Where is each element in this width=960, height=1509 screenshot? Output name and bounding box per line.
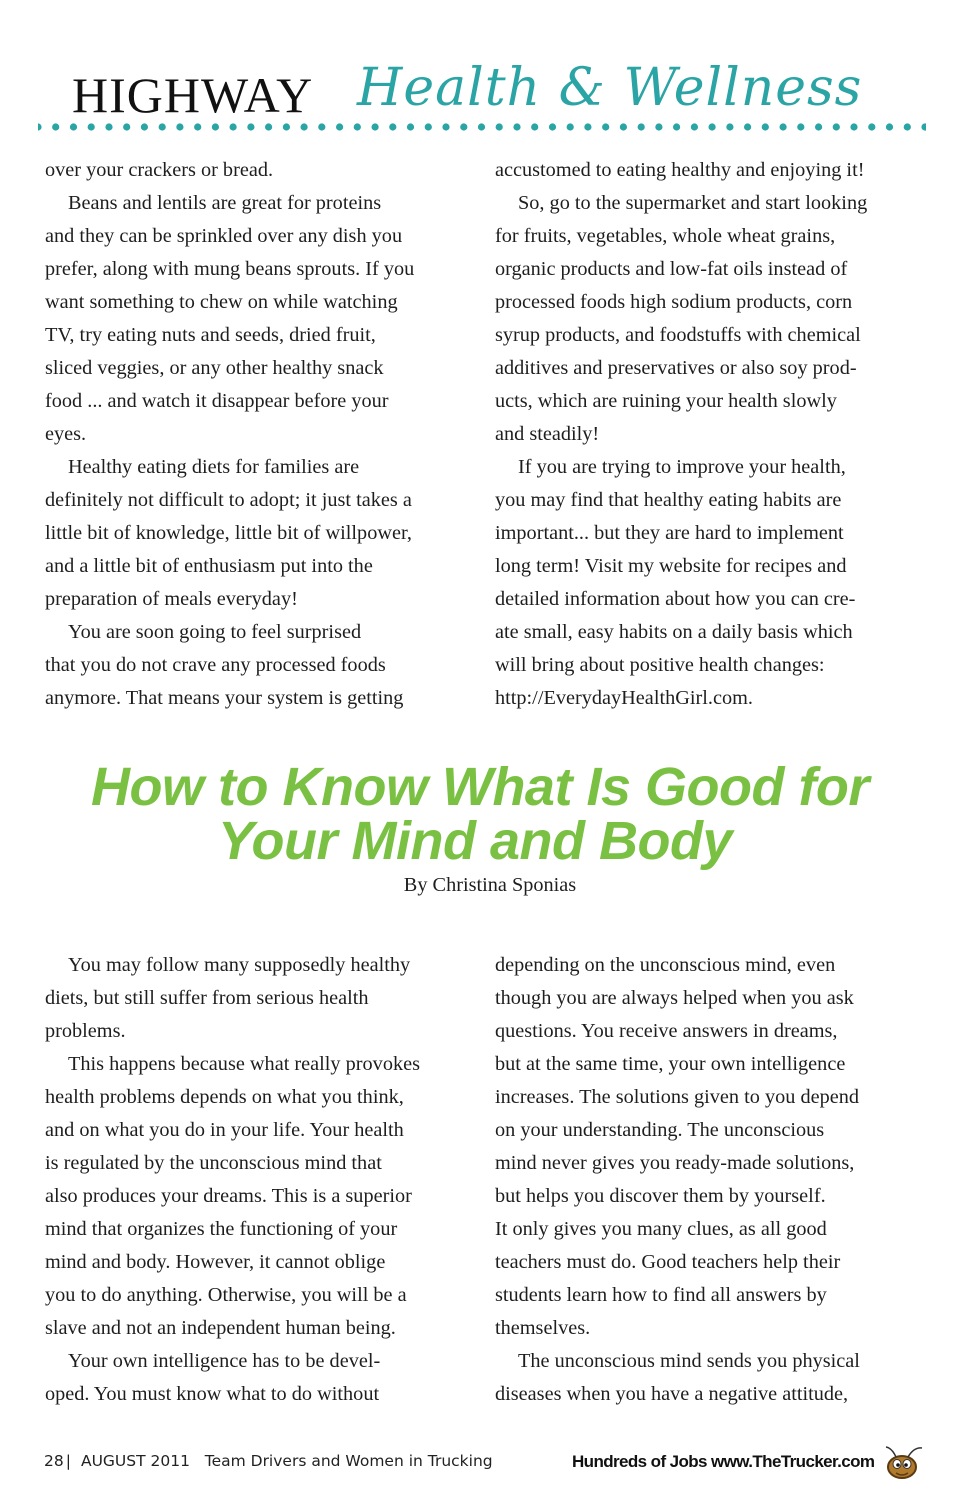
rule-dot — [478, 123, 485, 130]
rule-dot — [780, 123, 787, 130]
rule-dot — [833, 123, 840, 130]
footer-promo: Hundreds of Jobs www.TheTrucker.com — [572, 1452, 875, 1471]
rule-dot — [176, 123, 183, 130]
text-line: but helps you discover them by yourself. — [495, 1185, 826, 1207]
rule-dot — [638, 123, 645, 130]
text-line: want something to chew on while watching — [45, 291, 398, 313]
text-line: for fruits, vegetables, whole wheat grains, — [495, 225, 836, 247]
rule-dot — [265, 123, 272, 130]
rule-dot — [460, 123, 467, 130]
rule-dot — [655, 123, 662, 130]
rule-dot — [762, 123, 769, 130]
text-line: oped. You must know what to do without — [45, 1383, 380, 1405]
text-line: mind never gives you ready-made solutions, — [495, 1152, 855, 1174]
text-line: definitely not difficult to adopt; it just takes a — [45, 489, 412, 511]
bug-mascot-icon — [880, 1442, 926, 1482]
text-line: food ... and watch it disappear before your — [45, 390, 389, 412]
publication-name: Team Drivers and Women in Trucking — [204, 1452, 493, 1470]
rule-dot — [797, 123, 804, 130]
text-line: Your own intelligence has to be devel- — [68, 1350, 381, 1372]
masthead-section: Health & Wellness — [357, 58, 863, 118]
issue-date: AUGUST 2011 — [80, 1452, 190, 1470]
text-line: depending on the unconscious mind, even — [495, 954, 836, 976]
text-line: If you are trying to improve your health, — [518, 456, 846, 478]
text-line: diets, but still suffer from serious health — [45, 987, 369, 1009]
text-line: little bit of knowledge, little bit of willpower, — [45, 522, 413, 544]
text-line: processed foods high sodium products, corn — [495, 291, 853, 313]
rule-dot — [496, 123, 503, 130]
text-line: you may find that healthy eating habits are — [495, 489, 842, 511]
text-line: mind and body. However, it cannot oblige — [45, 1251, 386, 1273]
rule-dot — [921, 123, 926, 130]
text-line: Beans and lentils are great for proteins — [68, 192, 382, 214]
rule-dot — [141, 123, 148, 130]
text-line: you to do anything. Otherwise, you will be a — [45, 1284, 407, 1306]
text-line: also produces your dreams. This is a superior — [45, 1185, 412, 1207]
rule-dot — [212, 123, 219, 130]
text-line: http://EverydayHealthGirl.com. — [495, 687, 753, 709]
text-line: and steadily! — [495, 423, 600, 445]
text-line: prefer, along with mung beans sprouts. If you — [45, 258, 415, 280]
rule-dot — [230, 123, 237, 130]
text-line: over your crackers or bread. — [45, 159, 274, 181]
article-title-line-1: How to Know What Is Good for — [91, 757, 869, 817]
text-line: problems. — [45, 1020, 126, 1042]
dotted-rule — [38, 120, 926, 134]
rule-dot — [709, 123, 716, 130]
rule-dot — [283, 123, 290, 130]
rule-dot — [123, 123, 130, 130]
rule-dot — [52, 123, 59, 130]
text-line: increases. The solutions given to you depend — [495, 1086, 860, 1108]
page-number: 28 — [44, 1452, 64, 1470]
text-line: The unconscious mind sends you physical — [518, 1350, 860, 1372]
rule-dot — [194, 123, 201, 130]
rule-dot — [815, 123, 822, 130]
rule-dot — [336, 123, 343, 130]
text-line: but at the same time, your own intelligence — [495, 1053, 846, 1075]
rule-dot — [744, 123, 751, 130]
rule-dot — [513, 123, 520, 130]
continued-article-right-column — [495, 154, 925, 715]
text-line: long term! Visit my website for recipes and — [495, 555, 847, 577]
rule-dot — [850, 123, 857, 130]
text-line: TV, try eating nuts and seeds, dried fruit, — [45, 324, 376, 346]
text-line: on your understanding. The unconscious — [495, 1119, 825, 1141]
rule-dot — [620, 123, 627, 130]
rule-dot — [531, 123, 538, 130]
text-line: themselves. — [495, 1317, 591, 1339]
text-line: organic products and low-fat oils instead of — [495, 258, 848, 280]
text-line: and a little bit of enthusiasm put into the — [45, 555, 373, 577]
text-line: So, go to the supermarket and start looking — [518, 192, 868, 214]
text-line: This happens because what really provokes — [68, 1053, 420, 1075]
text-line: anymore. That means your system is getting — [45, 687, 404, 709]
text-line: eyes. — [45, 423, 87, 445]
rule-dot — [602, 123, 609, 130]
text-line: and on what you do in your life. Your health — [45, 1119, 404, 1141]
text-line: preparation of meals everyday! — [45, 588, 298, 610]
rule-dot — [105, 123, 112, 130]
text-line: You may follow many supposedly healthy — [68, 954, 411, 976]
masthead — [70, 56, 930, 126]
rule-dot — [70, 123, 77, 130]
text-line: syrup products, and foodstuffs with chemical — [495, 324, 861, 346]
article-right-column — [495, 949, 925, 1411]
text-line: questions. You receive answers in dreams, — [495, 1020, 838, 1042]
rule-dot — [318, 123, 325, 130]
page-footer: 28 | AUGUST 2011 Team Drivers and Women in Trucking Hundreds of Jobs www.TheTrucker.com — [44, 1450, 930, 1490]
rule-dot — [442, 123, 449, 130]
text-line: ate small, easy habits on a daily basis which — [495, 621, 853, 643]
text-line: ucts, which are ruining your health slowly — [495, 390, 837, 412]
rule-dot — [425, 123, 432, 130]
text-line: teachers must do. Good teachers help their — [495, 1251, 841, 1273]
text-line: that you do not crave any processed foods — [45, 654, 386, 676]
rule-dot — [904, 123, 911, 130]
article-title — [0, 757, 960, 871]
text-line: additives and preservatives or also soy prod- — [495, 357, 857, 379]
rule-dot — [88, 123, 95, 130]
text-line: diseases when you have a negative attitude, — [495, 1383, 849, 1405]
text-line: detailed information about how you can cre- — [495, 588, 856, 610]
rule-dot — [549, 123, 556, 130]
text-line: slave and not an independent human being. — [45, 1317, 396, 1339]
rule-dot — [567, 123, 574, 130]
rule-dot — [247, 123, 254, 130]
text-line: important... but they are hard to implement — [495, 522, 844, 544]
article-byline: By Christina Sponias — [403, 874, 577, 896]
continued-article-left-column — [45, 154, 475, 715]
text-line: is regulated by the unconscious mind that — [45, 1152, 382, 1174]
rule-dot — [407, 123, 414, 130]
rule-dot — [301, 123, 308, 130]
rule-dot — [868, 123, 875, 130]
rule-dot — [673, 123, 680, 130]
text-line: You are soon going to feel surprised — [68, 621, 362, 643]
rule-dot — [354, 123, 361, 130]
text-line: sliced veggies, or any other healthy snack — [45, 357, 384, 379]
text-line: health problems depends on what you think, — [45, 1086, 404, 1108]
text-line: accustomed to eating healthy and enjoying it! — [495, 159, 865, 181]
text-line: though you are always helped when you ask — [495, 987, 854, 1009]
rule-dot — [886, 123, 893, 130]
rule-dot — [691, 123, 698, 130]
rule-dot — [38, 123, 42, 130]
text-line: will bring about positive health changes: — [495, 654, 825, 676]
rule-dot — [584, 123, 591, 130]
rule-dot — [372, 123, 379, 130]
text-line: and they can be sprinkled over any dish you — [45, 225, 403, 247]
masthead-brand: HIGHWAY — [72, 67, 314, 123]
text-line: It only gives you many clues, as all good — [495, 1218, 827, 1240]
article-title-line-2: Your Mind and Body — [218, 811, 732, 871]
rule-dot — [389, 123, 396, 130]
text-line: Healthy eating diets for families are — [68, 456, 360, 478]
rule-dot — [159, 123, 166, 130]
article-left-column — [45, 949, 475, 1411]
rule-dot — [726, 123, 733, 130]
text-line: mind that organizes the functioning of your — [45, 1218, 398, 1240]
text-line: students learn how to find all answers by — [495, 1284, 827, 1306]
